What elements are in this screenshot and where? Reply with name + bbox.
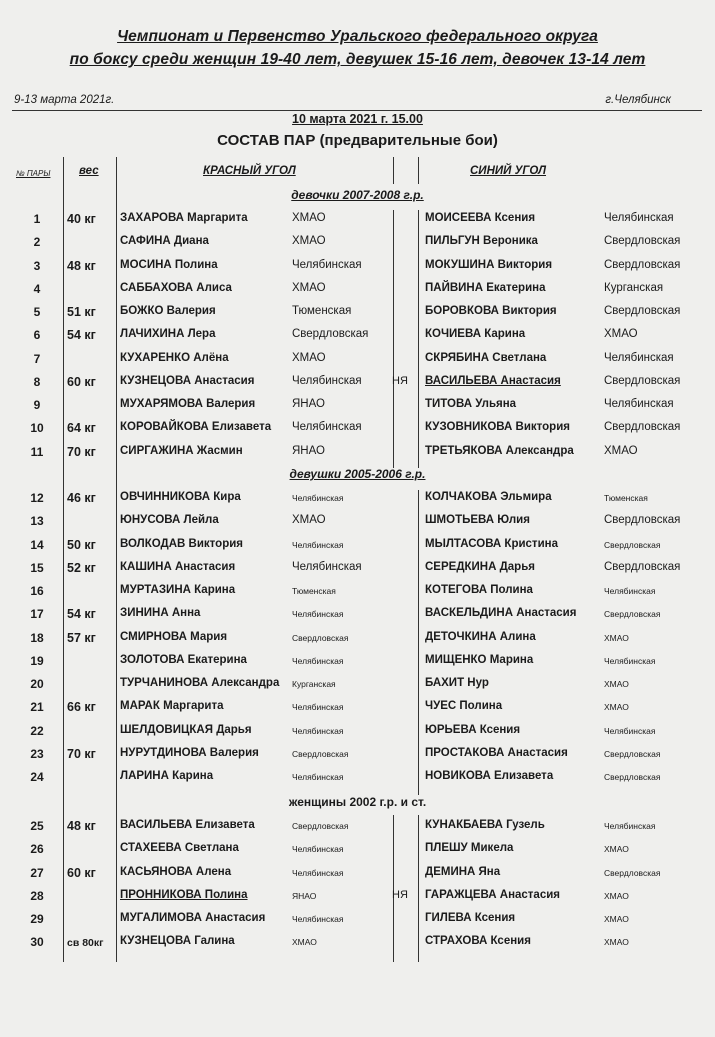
title-line-2: по боксу среди женщин 19-40 лет, девушек 15-16 лет, девочек 13-14 лет [69,51,646,68]
weight-class: 60 кг [67,374,96,389]
red-corner-name: БОЖКО Валерия [120,305,216,317]
blue-corner-name: МЫЛТАСОВА Кристина [425,537,558,550]
group-heading-text: девочки 2007-2008 г.р. [291,188,424,202]
weight-class: 54 кг [67,607,96,622]
blue-corner-name: ПЛЕШУ Микела [425,842,514,855]
blue-corner-region: ХМАО [604,937,629,948]
blue-corner-region: ХМАО [604,844,629,855]
red-corner-name: САФИНА Диана [120,235,209,248]
pair-number: 10 [30,421,44,436]
red-corner-name: ЗОЛОТОВА Екатерина [120,653,247,666]
blue-corner-region: Свердловская [604,609,661,620]
blue-corner-name: ГИЛЕВА Ксения [425,912,516,924]
red-corner-region: ЯНАО [292,444,325,457]
red-corner-name: СМИРНОВА Мария [120,630,228,643]
group-heading [0,188,715,202]
blue-corner-region: ХМАО [604,914,629,924]
red-corner-region: ЯНАО [292,890,317,901]
table-row [0,445,715,467]
pair-number: 20 [30,677,44,691]
weight-class: св 80кг [67,937,104,950]
red-corner-region: Челябинская [292,374,362,387]
header-divider [12,110,702,111]
red-corner-name: МАРАК Маргарита [120,700,224,713]
red-corner-region: Челябинская [292,258,362,271]
col-header-blue-corner: СИНИЙ УГОЛ [470,165,547,177]
table-row [0,866,715,888]
red-corner-name: ВОЛКОДАВ Виктория [120,537,243,550]
pair-number: 9 [33,398,41,412]
red-corner-region: Челябинская [292,655,344,666]
blue-corner-name: ГАРАЖЦЕВА Анастасия [425,888,561,901]
table-row [0,514,715,536]
pair-number: 11 [30,444,44,459]
table-row [0,305,715,327]
blue-corner-region: Тюменская [604,493,648,503]
table-row [0,770,715,792]
red-corner-name: ЗИНИНА Анна [120,607,201,620]
weight-class: 60 кг [67,865,96,880]
table-row [0,700,715,722]
red-corner-region: ЯНАО [292,398,325,410]
red-corner-name: МУГАЛИМОВА Анастасия [120,912,266,924]
pair-number: 1 [33,212,41,226]
pair-number: 7 [33,351,41,366]
pair-number: 4 [33,281,41,296]
table-row [0,584,715,606]
pair-number: 28 [30,888,44,903]
blue-corner-name: КОТЕГОВА Полина [425,584,533,596]
blue-corner-name: ЧУЕС Полина [425,700,503,713]
table-row [0,375,715,397]
weight-class: 46 кг [67,491,96,505]
blue-corner-name: КОЛЧАКОВА Эльмира [425,491,552,503]
red-corner-name: КУХАРЕНКО Алёна [120,351,229,364]
red-corner-name: ШЕЛДОВИЦКАЯ Дарья [120,723,252,736]
weight-class: 66 кг [67,700,96,715]
table-row [0,352,715,374]
blue-corner-name: КУНАКБАЕВА Гузель [425,819,545,831]
table-row [0,491,715,513]
weight-class: 48 кг [67,258,96,273]
blue-corner-name: ПРОСТАКОВА Анастасия [425,746,568,759]
table-row [0,398,715,420]
blue-corner-name: КУЗОВНИКОВА Виктория [425,421,570,434]
blue-corner-region: Челябинская [604,655,656,666]
blue-corner-name: ДЕТОЧКИНА Алина [425,630,536,643]
event-dates: 9-13 марта 2021г. [14,94,115,106]
blue-corner-region: Свердловская [604,867,661,878]
red-corner-name: КУЗНЕЦОВА Галина [120,935,235,948]
weight-class: 40 кг [67,212,96,226]
red-corner-region: Челябинская [292,609,344,620]
pair-number: 30 [30,935,44,950]
pair-number: 13 [30,514,44,529]
blue-corner-name: МОИСЕЕВА Ксения [425,212,536,224]
no-show-mark: НЯ [392,888,408,901]
pair-number: 22 [30,723,44,738]
pair-number: 14 [30,537,44,552]
pair-number: 29 [30,912,44,926]
red-corner-region: Тюменская [292,305,352,317]
pair-number: 26 [30,842,44,857]
red-corner-region: Челябинская [292,539,344,550]
red-corner-region: Челябинская [292,772,344,782]
blue-corner-name: БОРОВКОВА Виктория [425,305,557,317]
group-heading [0,467,715,481]
weight-class: 51 кг [67,305,96,319]
column-divider-middle-header [393,157,394,184]
column-divider-blue-header [418,157,419,184]
weight-class: 64 кг [67,421,96,436]
group-heading [0,795,715,809]
table-row [0,607,715,629]
blue-corner-region: Курганская [604,281,664,294]
red-corner-region: Тюменская [292,586,336,596]
pair-number: 23 [30,746,44,761]
blue-corner-region: ХМАО [604,890,629,901]
red-corner-name: СИРГАЖИНА Жасмин [120,444,243,457]
red-corner-region: ХМАО [292,937,317,948]
red-corner-region: ХМАО [292,281,326,294]
red-corner-name: КУЗНЕЦОВА Анастасия [120,374,255,387]
blue-corner-region: ХМАО [604,328,638,341]
red-corner-name: МУХАРЯМОВА Валерия [120,398,256,410]
blue-corner-name: ШМОТЬЕВА Юлия [425,514,530,527]
pair-number: 3 [33,258,41,273]
pair-number: 18 [30,630,44,645]
blue-corner-region: ХМАО [604,632,629,643]
red-corner-name: НУРУТДИНОВА Валерия [120,746,259,759]
blue-corner-name: ДЕМИНА Яна [425,865,501,878]
blue-corner-name: СЕРЕДКИНА Дарья [425,560,535,573]
red-corner-name: САББАХОВА Алиса [120,281,232,294]
blue-corner-region: Свердловская [604,305,681,317]
pair-number: 15 [30,560,44,575]
no-show-mark: НЯ [392,374,408,387]
blue-corner-region: ХМАО [604,679,629,689]
pair-number: 8 [33,374,41,389]
red-corner-region: ХМАО [292,351,326,364]
weight-class: 70 кг [67,444,96,459]
pair-number: 2 [33,235,41,250]
blue-corner-name: ТРЕТЬЯКОВА Александра [425,444,574,457]
blue-corner-region: Свердловская [604,235,681,248]
blue-corner-region: Свердловская [604,748,661,759]
blue-corner-region: Свердловская [604,258,681,271]
blue-corner-name: ВАСКЕЛЬДИНА Анастасия [425,607,577,620]
red-corner-region: Челябинская [292,867,344,878]
table-row [0,935,715,957]
weight-class: 54 кг [67,328,96,343]
red-corner-region: Челябинская [292,702,344,713]
table-row [0,328,715,350]
red-corner-name: КАШИНА Анастасия [120,560,236,573]
red-corner-name: ЛАРИНА Карина [120,770,214,782]
red-corner-region: Челябинская [292,493,344,503]
blue-corner-region: Свердловская [604,539,661,550]
session-datetime [0,112,715,126]
table-row [0,259,715,281]
page-subtitle: СОСТАВ ПАР (предварительные бои) [217,132,498,149]
table-row [0,654,715,676]
col-header-pair-no: № ПАРЫ [16,169,51,178]
table-row [0,677,715,699]
red-corner-name: КОРОВАЙКОВА Елизавета [120,421,272,434]
red-corner-name: МУРТАЗИНА Карина [120,584,236,596]
table-row [0,282,715,304]
blue-corner-region: Челябинская [604,586,656,596]
table-row [0,747,715,769]
red-corner-region: ХМАО [292,514,326,527]
blue-corner-name: МОКУШИНА Виктория [425,258,553,271]
pair-number: 27 [30,865,44,880]
pair-number: 17 [30,607,44,622]
red-corner-region: Челябинская [292,560,362,573]
blue-corner-name: КОЧИЕВА Карина [425,328,526,341]
blue-corner-region: Свердловская [604,560,681,573]
red-corner-name: ЗАХАРОВА Маргарита [120,212,248,224]
blue-corner-name: ПИЛЬГУН Вероника [425,235,538,248]
red-corner-region: Челябинская [292,421,362,434]
pair-number: 21 [30,700,44,715]
table-row [0,724,715,746]
table-row [0,631,715,653]
title-line-1: Чемпионат и Первенство Уральского федерального округа [117,28,598,45]
weight-class: 52 кг [67,560,96,575]
red-corner-name: МОСИНА Полина [120,258,218,271]
red-corner-region: ХМАО [292,235,326,248]
table-row [0,819,715,841]
red-corner-region: Челябинская [292,844,344,855]
group-heading-text: женщины 2002 г.р. и ст. [288,795,427,809]
pair-number: 19 [30,653,44,668]
red-corner-region: Челябинская [292,725,344,736]
blue-corner-region: Свердловская [604,421,681,434]
red-corner-region: Курганская [292,679,336,689]
blue-corner-name: МИЩЕНКО Марина [425,653,534,666]
blue-corner-region: ХМАО [604,444,638,457]
blue-corner-name: ЮРЬЕВА Ксения [425,723,521,736]
event-city: г.Челябинск [605,94,671,106]
blue-corner-name: ВАСИЛЬЕВА Анастасия [425,374,561,387]
table-row [0,889,715,911]
pair-number: 5 [33,305,41,319]
blue-corner-region: Челябинская [604,398,674,410]
red-corner-name: ПРОННИКОВА Полина [120,888,248,901]
pair-number: 24 [30,770,44,784]
blue-corner-region: Челябинская [604,725,656,736]
blue-corner-region: Свердловская [604,514,681,527]
red-corner-name: ОВЧИННИКОВА Кира [120,491,241,503]
table-row [0,212,715,234]
blue-corner-region: Челябинская [604,212,674,224]
red-corner-region: Свердловская [292,632,349,643]
pair-number: 12 [30,491,44,505]
red-corner-region: Свердловская [292,328,369,341]
red-corner-region: Челябинская [292,914,344,924]
red-corner-name: ВАСИЛЬЕВА Елизавета [120,819,255,831]
weight-class: 50 кг [67,537,96,552]
weight-class: 57 кг [67,630,96,645]
weight-class: 70 кг [67,746,96,761]
blue-corner-name: НОВИКОВА Елизавета [425,770,554,782]
red-corner-name: ЛАЧИХИНА Лера [120,328,216,341]
blue-corner-region: ХМАО [604,702,629,713]
blue-corner-name: БАХИТ Нур [425,677,489,689]
session-datetime-text: 10 марта 2021 г. 15.00 [292,112,423,126]
table-row [0,912,715,934]
col-header-red-corner: КРАСНЫЙ УГОЛ [203,165,296,177]
blue-corner-region: Челябинская [604,351,674,364]
table-row [0,538,715,560]
blue-corner-region: Свердловская [604,772,661,782]
red-corner-region: ХМАО [292,212,326,224]
red-corner-region: Свердловская [292,748,349,759]
blue-corner-region: Челябинская [604,821,656,831]
red-corner-name: ТУРЧАНИНОВА Александра [120,677,280,689]
weight-class: 48 кг [67,819,96,833]
col-header-weight: вес [79,165,99,177]
table-row [0,561,715,583]
table-row [0,235,715,257]
pair-number: 25 [30,819,44,833]
table-row [0,842,715,864]
pair-number: 6 [33,328,41,343]
red-corner-name: ЮНУСОВА Лейла [120,514,219,527]
blue-corner-name: ПАЙВИНА Екатерина [425,281,546,294]
group-heading-text: девушки 2005-2006 г.р. [289,467,426,481]
blue-corner-region: Свердловская [604,374,681,387]
blue-corner-name: СТРАХОВА Ксения [425,935,531,948]
table-row [0,421,715,443]
blue-corner-name: ТИТОВА Ульяна [425,398,517,410]
red-corner-name: КАСЬЯНОВА Алена [120,865,232,878]
red-corner-name: СТАХЕЕВА Светлана [120,842,239,855]
red-corner-region: Свердловская [292,821,349,831]
blue-corner-name: СКРЯБИНА Светлана [425,351,547,364]
pair-number: 16 [30,584,44,598]
